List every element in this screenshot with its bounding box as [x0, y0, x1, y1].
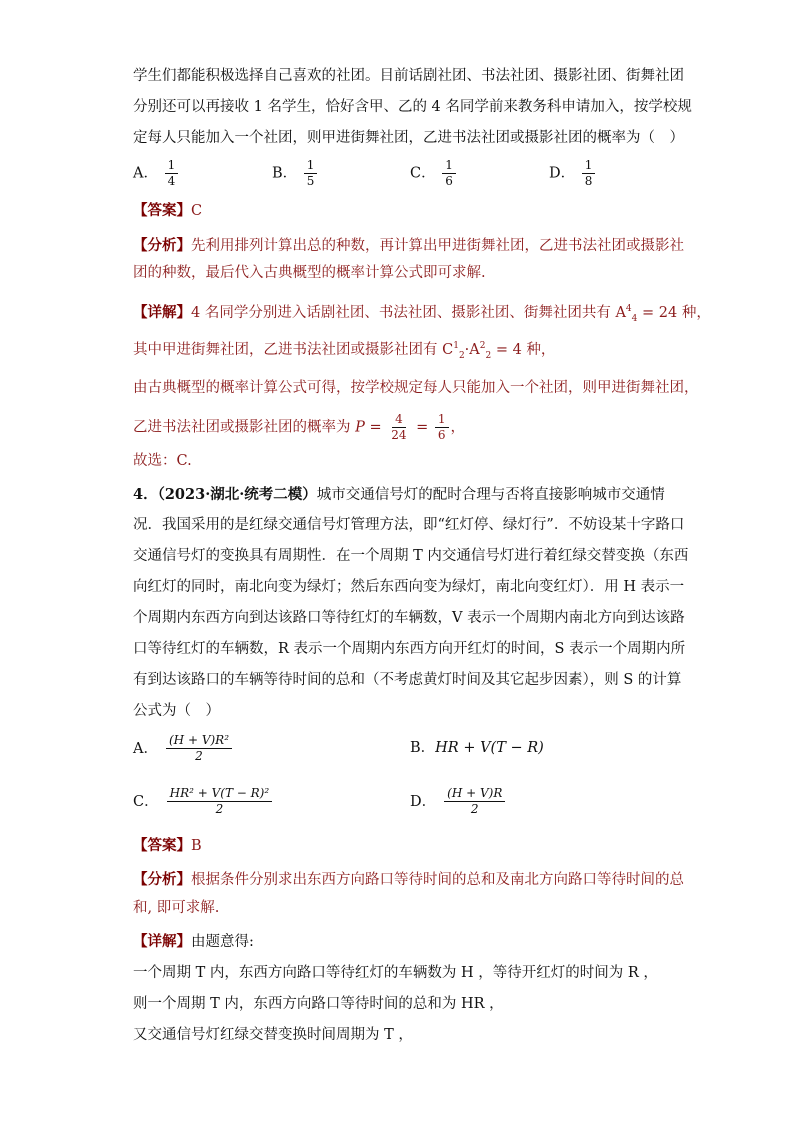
q3-option-c [410, 158, 458, 189]
option-fraction: $\frac{1}{4}$ [165, 158, 179, 189]
q3-option-d [549, 158, 597, 189]
option-letter: D． [549, 165, 576, 182]
q4-detail-line-1: 一个周期 T 内，东西方向路口等待红灯的车辆数为 H ，等待开红灯的时间为 R ， [133, 965, 658, 981]
option-fraction: $\frac{1}{6}$ [442, 158, 456, 189]
q3-detail-line-3: 由古典概型的概率计算公式可得，按学校规定每人只能加入一个社团，则甲进街舞社团， [133, 380, 699, 396]
option-fraction: $\frac{\text{HR² + V(T − R)²}}{2}$ [167, 786, 273, 817]
option-fraction: $\frac{(H + V)R}{2}$ [444, 786, 505, 817]
q3-detail-line-4: 乙进书法社团或摄影社团的概率为 P = $\frac{4}{24}$ = $\frac{1}{6}$ ， [133, 412, 466, 442]
answer-tag: 【答案】 [133, 202, 191, 219]
q3-stem-line-2: 分别还可以再接收 1 名学生，恰好含甲、乙的 4 名同学前来教务科申请加入，按学校规 [133, 99, 692, 115]
analysis-tag: 【分析】 [133, 237, 191, 254]
q4-analysis-line-1: 【分析】根据条件分别求出东西方向路口等待时间的总和及南北方向路口等待时间的总 [133, 871, 684, 888]
q4-option-d: D． $\frac{(H + V)R}{2}$ [410, 786, 507, 817]
option-fraction: $\frac{1}{5}$ [304, 158, 318, 189]
q3-analysis-line-2: 团的种数，最后代入古典概型的概率计算公式即可求解. [133, 265, 486, 281]
question-number: 4． [133, 486, 158, 503]
q4-option-c: C． $\frac{\text{HR² + V(T − R)²}}{2}$ [133, 786, 274, 817]
q4-stem-line-4: 向红灯的同时，南北向变为绿灯；然后东西向变为绿灯，南北向变红灯）．用 H 表示一 [133, 579, 685, 595]
option-letter: B． [272, 165, 298, 182]
q4-stem-line-5: 个周期内东西方向到达该路口等待红灯的车辆数，V 表示一个周期内南北方向到达该路 [133, 610, 685, 626]
q3-option-b [272, 158, 319, 189]
q3-detail-line-1: 【详解】4 名同学分别进入话剧社团、书法社团、摄影社团、街舞社团共有 $A^4_4 = 24$ 种， [133, 304, 711, 324]
q4-stem-line-2: 况．我国采用的是红绿交通信号灯管理方法，即“红灯停、绿灯行”．不妨设某十字路口 [133, 517, 685, 533]
q4-detail-line-2: 则一个周期 T 内，东西方向路口等待时间的总和为 HR ， [133, 996, 504, 1012]
q3-analysis-line-1: 【分析】先利用排列计算出总的种数，再计算出甲进街舞社团，乙进书法社团或摄影社 [133, 237, 684, 254]
q4-stem-line-7: 有到达该路口的车辆等待时间的总和（不考虑黄灯时间及其它起步因素），则 S 的计算 [133, 672, 682, 688]
detail-tag: 【详解】 [133, 304, 191, 321]
option-fraction: $\frac{\text{(H + V)R²}}{2}$ [166, 733, 232, 764]
option-letter: A． [133, 165, 158, 182]
q4-detail-head: 【详解】由题意得: [133, 933, 254, 950]
q3-stem-line-3: 定每人只能加入一个社团，则甲进街舞社团，乙进书法社团或摄影社团的概率为（ ） [133, 130, 684, 146]
option-letter: C． [410, 165, 436, 182]
q4-stem-line-8: 公式为（ ） [133, 703, 220, 719]
q4-detail-line-3: 又交通信号灯红绿交替变换时间周期为 T ， [133, 1027, 413, 1043]
q3-option-a [133, 158, 180, 189]
q3-conclusion: 故选：C. [133, 453, 192, 469]
q4-analysis-line-2: 和, 即可求解. [133, 900, 220, 916]
q4-answer: 【答案】B [133, 837, 202, 854]
q3-answer [133, 201, 202, 221]
q3-detail-line-2: 其中甲进街舞社团，乙进书法社团或摄影社团有 $C^1_2\cdot A^2_2 = 4$ 种， [133, 341, 556, 361]
option-fraction: $\frac{1}{8}$ [582, 158, 596, 189]
q4-stem-line-1: 4．（2023·湖北·统考二模）城市交通信号灯的配时合理与否将直接影响城市交通情 [133, 486, 665, 503]
question-source: （2023·湖北·统考二模） [157, 486, 317, 503]
q4-option-a: A． $\frac{\text{(H + V)R²}}{2}$ [133, 733, 234, 764]
q4-stem-line-6: 口等待红灯的车辆数，R 表示一个周期内东西方向开红灯的时间，S 表示一个周期内所 [133, 641, 686, 657]
q4-stem-line-3: 交通信号灯的变换具有周期性．在一个周期 T 内交通信号灯进行着红绿交替变换（东西 [133, 548, 689, 564]
answer-value: C [191, 203, 203, 219]
q3-stem-line-1: 学生们都能积极选择自己喜欢的社团。目前话剧社团、书法社团、摄影社团、街舞社团 [133, 68, 684, 84]
q4-option-b: B．HR + V(T − R) [410, 740, 544, 756]
